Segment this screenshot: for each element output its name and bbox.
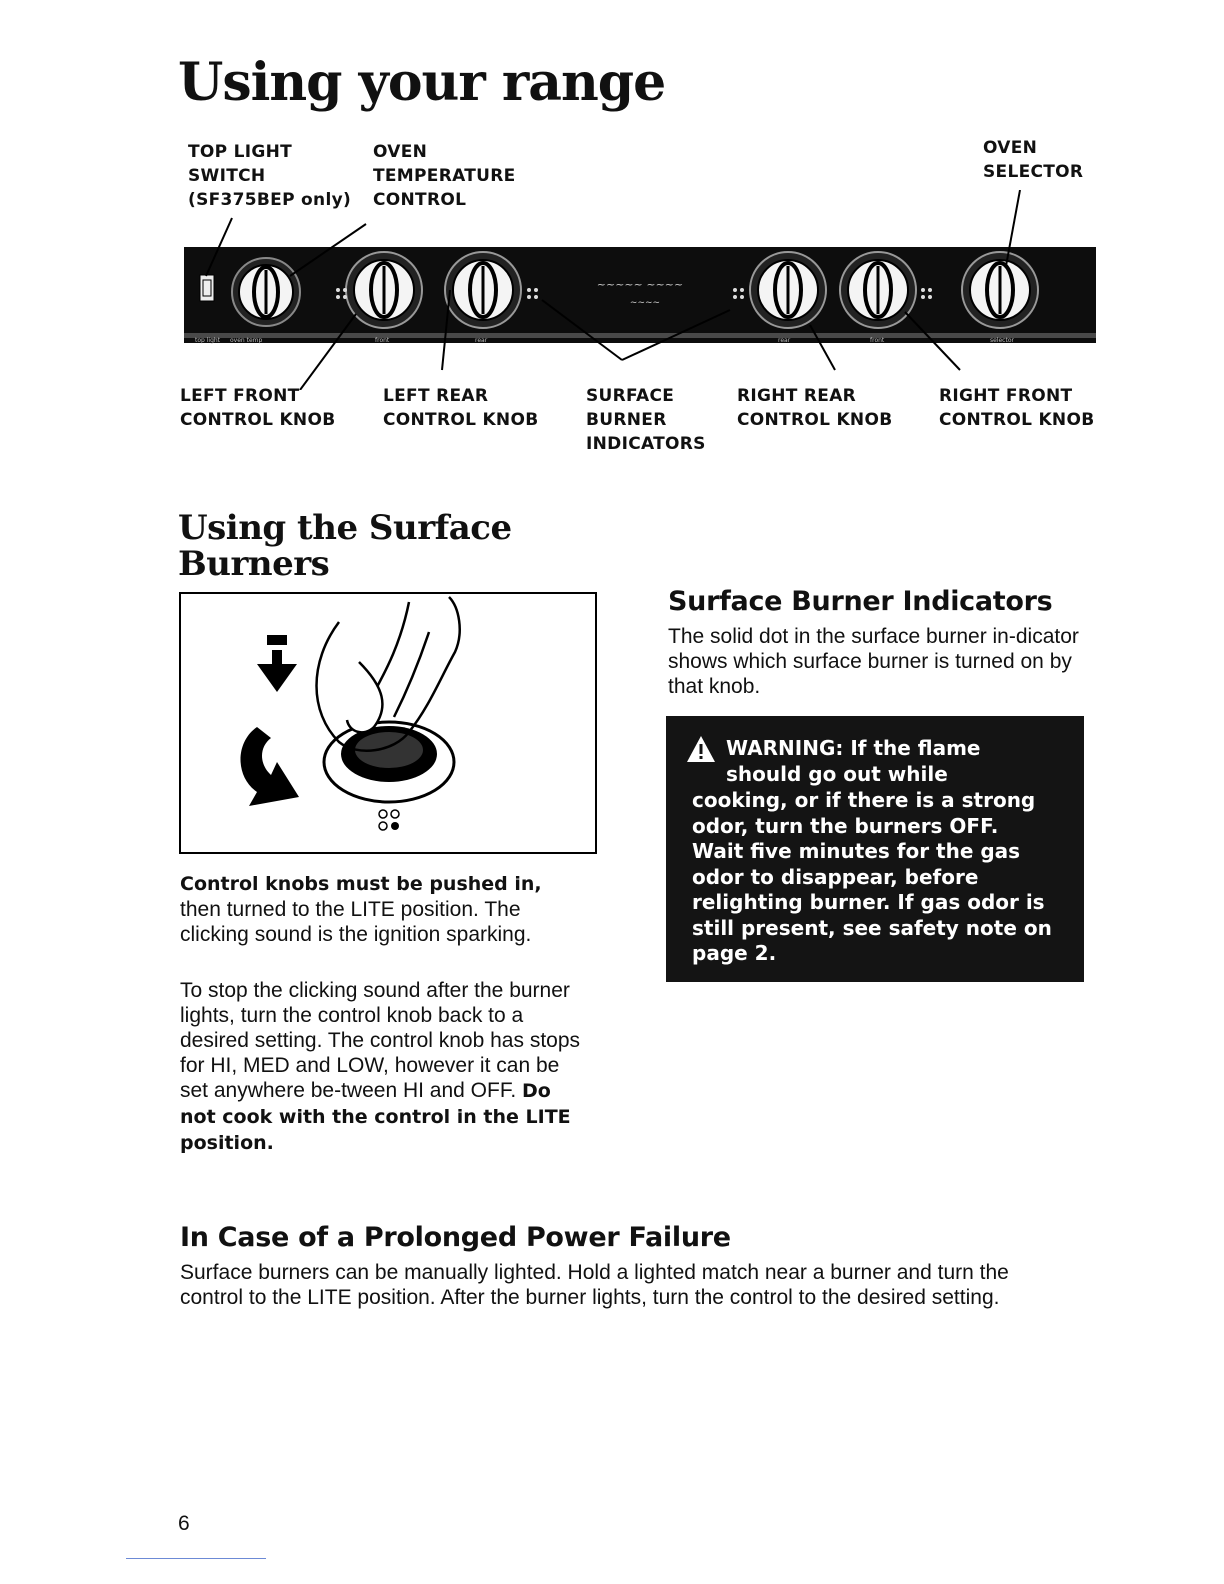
right-rear-knob [750,252,826,328]
warning-box [666,716,1084,982]
svg-text:front: front [870,337,885,344]
surface-burners-paragraph-2 [180,978,585,1156]
label-left-front-knob: LEFT FRONT CONTROL KNOB [180,386,336,430]
svg-text:rear: rear [778,337,791,344]
section-heading-burner-indicators: Surface Burner Indicators [668,586,1053,617]
footer-line [126,1558,266,1559]
label-surface-burner-indicators: SURFACE BURNER INDICATORS [586,386,706,454]
warning-line-1: WARNING: If the flame [726,736,981,760]
label-right-front-knob: RIGHT FRONT CONTROL KNOB [939,386,1095,430]
power-failure-text: Surface burners can be manually lighted. Hold a lighted match near a burner and turn the control to the LITE position. After the burner lights, turn the control to the desired setting. [180,1261,1009,1309]
oven-selector-knob [962,252,1038,328]
svg-text:front: front [375,337,390,344]
burner-indicators-text: The solid dot in the surface burner in-dicator shows which surface burner is turned on by that knob. [668,625,1079,698]
svg-text:oven temp: oven temp [230,337,263,344]
label-oven-temperature-control: OVEN TEMPERATURE CONTROL [373,142,516,210]
para2-start: To stop the clicking sound after the burner lights, turn the control knob back to a desired setting. The control knob has stops for HI, MED and LOW, however it can be set anywhere be-tween HI and OFF. [180,979,581,1102]
para1-rest: then turned to the LITE position. The clicking sound is the ignition sparking. [180,898,532,946]
warning-line-2: should go out while [726,762,948,786]
para1-bold: Control knobs must be pushed in, [180,873,542,895]
oven-temperature-knob [232,258,300,326]
svg-text:top light: top light [195,337,221,344]
right-front-knob [840,252,916,328]
left-rear-knob [445,252,521,328]
left-front-knob [346,252,422,328]
control-panel [184,247,1096,343]
svg-text:selector: selector [990,337,1014,344]
warning-text: cooking, or if there is a strong odor, turn the burners OFF. Wait five minutes for the gas odor to disappear, before relighting burner. If gas odor is still present, see safety note on page 2. [692,788,1052,965]
warning-triangle-icon [686,734,716,764]
label-oven-selector: OVEN SELECTOR [983,138,1084,182]
label-top-light-switch: TOP LIGHT SWITCH (SF375BEP only) [188,142,352,210]
knob-push-illustration [179,592,597,854]
page-number: 6 [178,1512,190,1535]
svg-text:rear: rear [475,337,488,344]
push-arrow-icon [267,635,287,645]
brand-logo: ~~~~~ ~~~~ [596,278,684,291]
section-heading-surface-burners: Using the Surface Burners [178,508,512,584]
label-right-rear-knob: RIGHT REAR CONTROL KNOB [737,386,893,430]
label-left-rear-knob: LEFT REAR CONTROL KNOB [383,386,539,430]
top-light-switch [200,275,214,301]
control-panel-illustration [170,190,1110,390]
svg-text:~~~~: ~~~~ [629,298,661,308]
para2-bold: Do not cook with the control in the LITE position. [180,1080,571,1154]
surface-burners-paragraph-1 [180,871,585,947]
page-title: Using your range [178,52,666,113]
section-heading-power-failure: In Case of a Prolonged Power Failure [180,1222,731,1253]
